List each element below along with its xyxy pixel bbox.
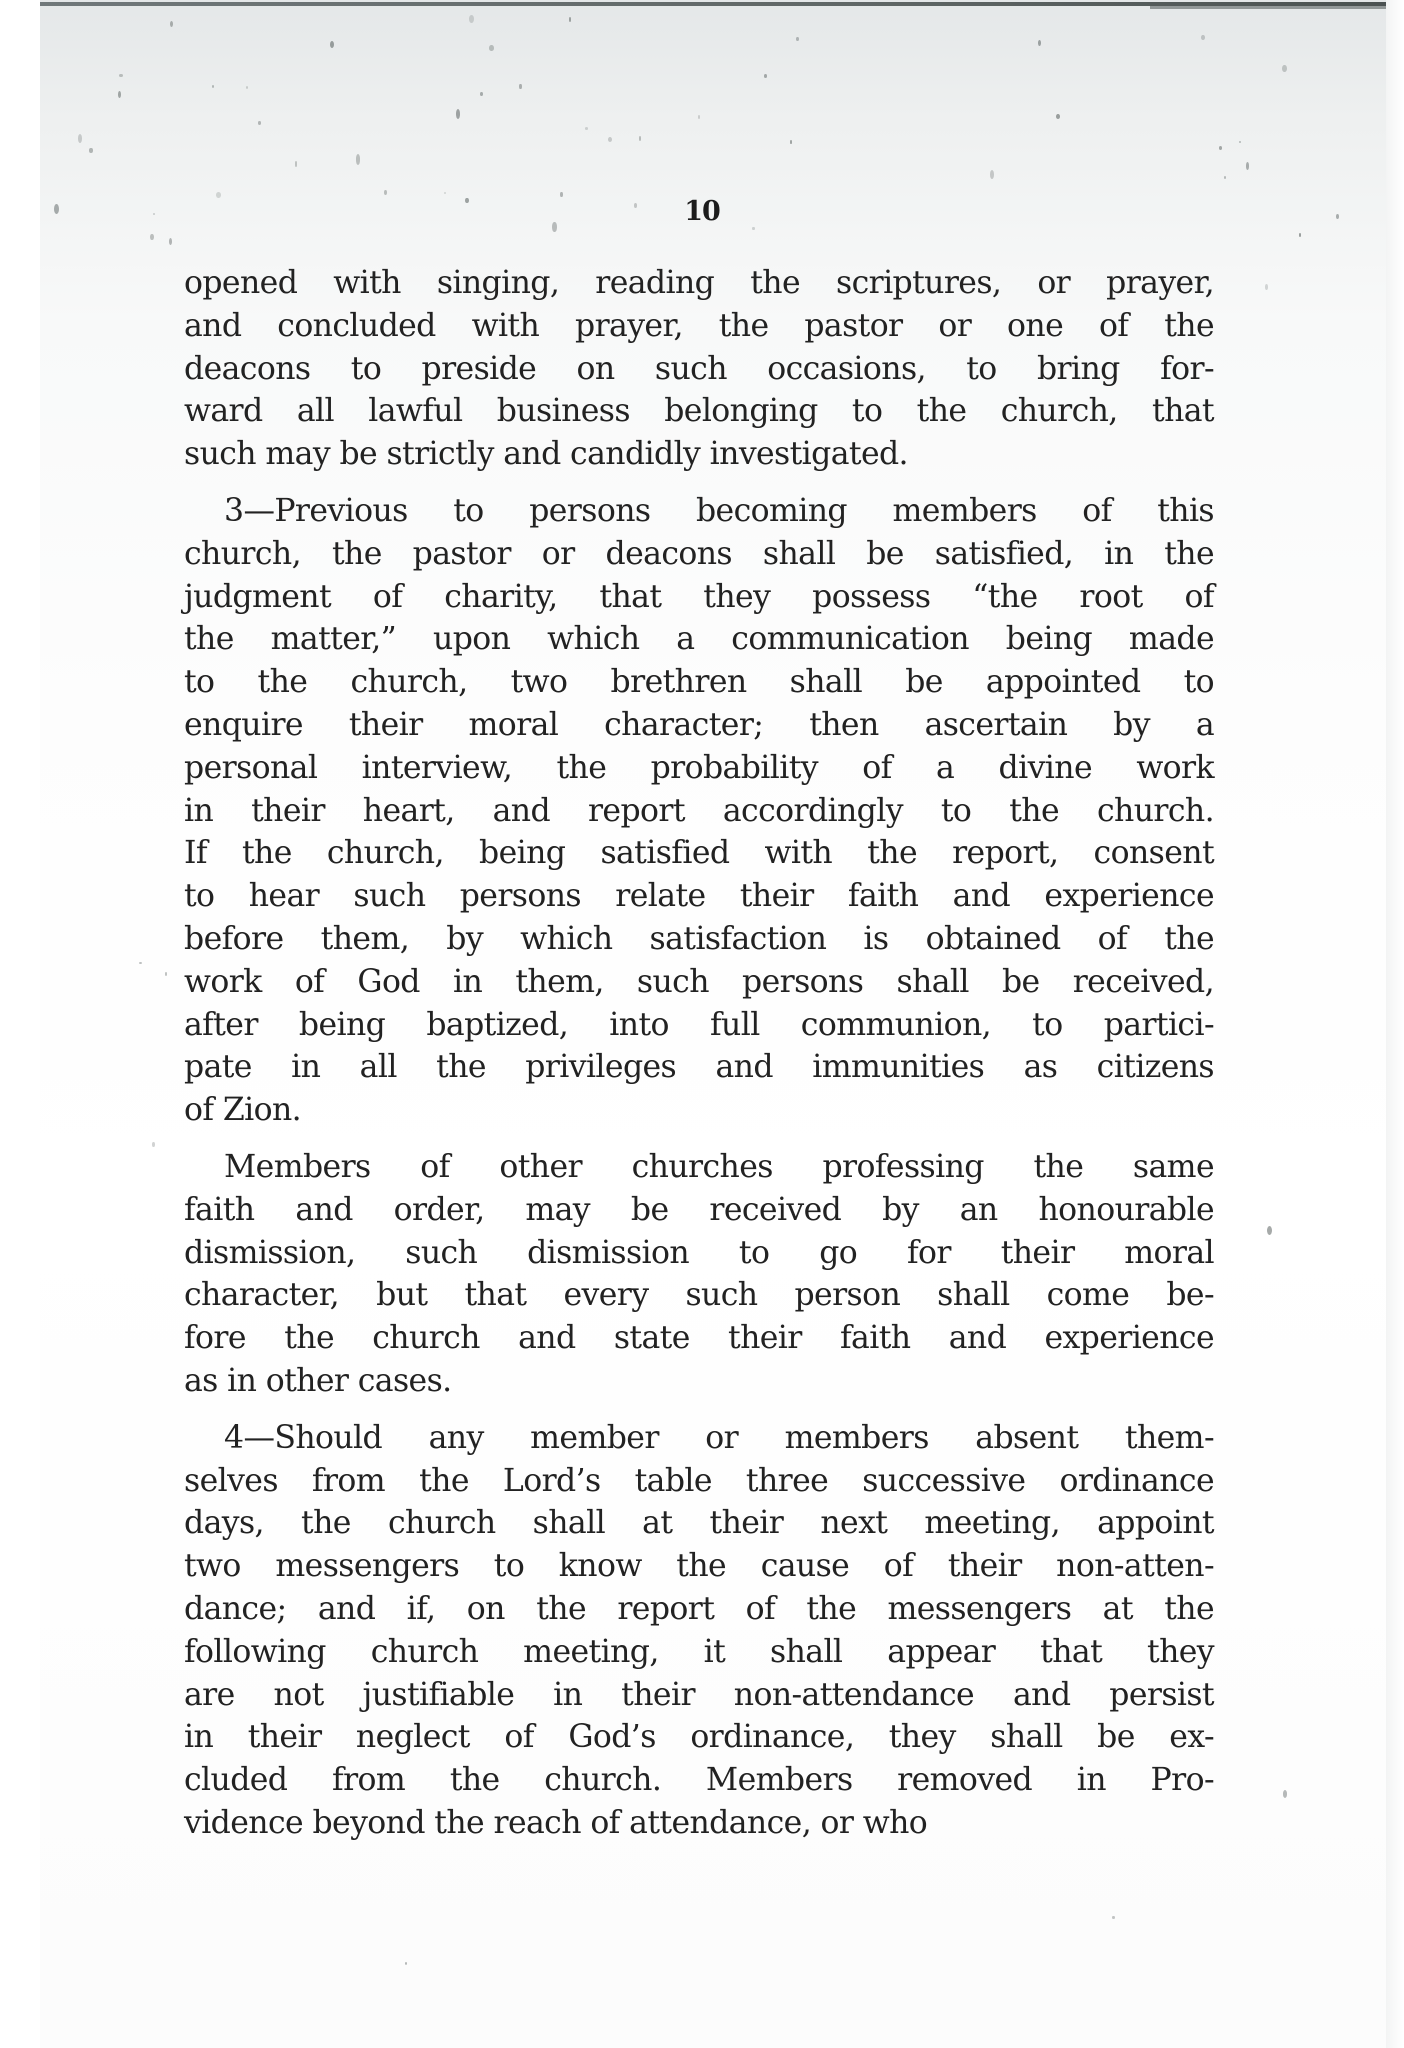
- text-line: cluded from the church. Members removed in Pro-: [184, 1762, 1214, 1799]
- body-text: [184, 262, 1214, 1845]
- text-line: Members of other churches professing the same: [224, 1148, 1214, 1185]
- scan-speck: [1246, 162, 1249, 170]
- scan-speck: [469, 15, 474, 23]
- scan-speck: [1219, 146, 1222, 150]
- text-line: vidence beyond the reach of attendance, or who: [184, 1804, 928, 1841]
- text-line: 4—Should any member or members absent them-: [224, 1419, 1214, 1456]
- scan-speck: [569, 17, 571, 22]
- text-line: in their neglect of God’s ordinance, they shall be ex-: [184, 1719, 1214, 1756]
- text-line: pate in all the privileges and immunities as citizens: [184, 1049, 1214, 1086]
- text-line: before them, by which satisfaction is obtained of the: [184, 920, 1214, 957]
- paragraph-rule-3: [184, 490, 1214, 1132]
- scan-speck: [246, 86, 248, 89]
- scan-speck: [165, 972, 167, 976]
- text-line: to hear such persons relate their faith and experience: [184, 878, 1214, 915]
- page-top-edge-shadow: [1150, 6, 1404, 9]
- scan-speck: [1112, 1916, 1115, 1919]
- page-right-margin: [1386, 0, 1404, 2048]
- text-line: two messengers to know the cause of their non-atten-: [184, 1548, 1214, 1585]
- text-line: If the church, being satisfied with the report, consent: [184, 835, 1214, 872]
- scan-speck: [519, 84, 521, 90]
- text-line: faith and order, may be received by an honourable: [184, 1191, 1214, 1228]
- text-line: following church meeting, it shall appear that they: [184, 1633, 1214, 1670]
- text-line: character, but that every such person shall come be-: [184, 1277, 1214, 1314]
- scan-speck: [1038, 40, 1041, 46]
- scan-speck: [796, 37, 799, 41]
- scan-speck: [489, 45, 493, 51]
- scan-speck: [405, 1962, 407, 1965]
- scan-speck: [1201, 35, 1204, 40]
- text-line: church, the pastor or deacons shall be satisfied, in the: [184, 535, 1214, 572]
- text-line: enquire their moral character; then ascertain by a: [184, 706, 1214, 743]
- scan-speck: [585, 127, 588, 130]
- scan-speck: [258, 121, 261, 124]
- paragraph-continuation: [184, 262, 1214, 476]
- text-line: ward all lawful business belonging to the church, that: [184, 393, 1214, 430]
- text-line: deacons to preside on such occasions, to bring for-: [184, 350, 1214, 387]
- scan-speck: [1283, 1790, 1287, 1798]
- scan-speck: [1265, 284, 1268, 289]
- paragraph-rule-3-members: [184, 1146, 1214, 1403]
- scan-speck: [1282, 65, 1287, 72]
- scan-speck: [152, 1142, 155, 1147]
- text-line: judgment of charity, that they possess “the root of: [184, 578, 1214, 615]
- scan-speck: [752, 227, 754, 230]
- scan-speck: [384, 190, 387, 195]
- scan-speck: [118, 91, 121, 98]
- scan-speck: [698, 115, 700, 119]
- text-line: are not justifiable in their non-attendance and persist: [184, 1676, 1214, 1713]
- text-line: personal interview, the probability of a divine work: [184, 749, 1214, 786]
- scan-speck: [89, 148, 92, 153]
- scan-speck: [1267, 1226, 1272, 1235]
- scan-speck: [1224, 176, 1226, 179]
- scan-speck: [608, 137, 612, 142]
- text-line: dance; and if, on the report of the messengers at the: [184, 1590, 1214, 1627]
- text-line: days, the church shall at their next meeting, appoint: [184, 1505, 1214, 1542]
- page-number: 10: [684, 196, 720, 227]
- paragraph-rule-4: [184, 1417, 1214, 1845]
- text-line: after being baptized, into full communion, to partici-: [184, 1006, 1214, 1043]
- scan-speck: [139, 962, 142, 964]
- scan-speck: [764, 74, 767, 78]
- text-line: selves from the Lord’s table three successive ordinance: [184, 1462, 1214, 1499]
- text-line: to the church, two brethren shall be appointed to: [184, 664, 1214, 701]
- text-line: and concluded with prayer, the pastor or one of the: [184, 307, 1214, 344]
- text-line: such may be strictly and candidly investigated.: [184, 436, 908, 473]
- text-line: in their heart, and report accordingly to the church.: [184, 792, 1214, 829]
- text-line: opened with singing, reading the scriptures, or prayer,: [184, 265, 1214, 301]
- text-line: work of God in them, such persons shall be received,: [184, 963, 1214, 1000]
- text-line: dismission, such dismission to go for their moral: [184, 1234, 1214, 1271]
- scan-speck: [295, 161, 298, 166]
- text-line: as in other cases.: [184, 1362, 452, 1399]
- text-line: the matter,” upon which a communication being made: [184, 621, 1214, 658]
- text-line: fore the church and state their faith and experience: [184, 1320, 1214, 1357]
- text-line: 3—Previous to persons becoming members of this: [224, 492, 1214, 529]
- scan-speck: [456, 109, 460, 118]
- text-line: of Zion.: [184, 1092, 302, 1129]
